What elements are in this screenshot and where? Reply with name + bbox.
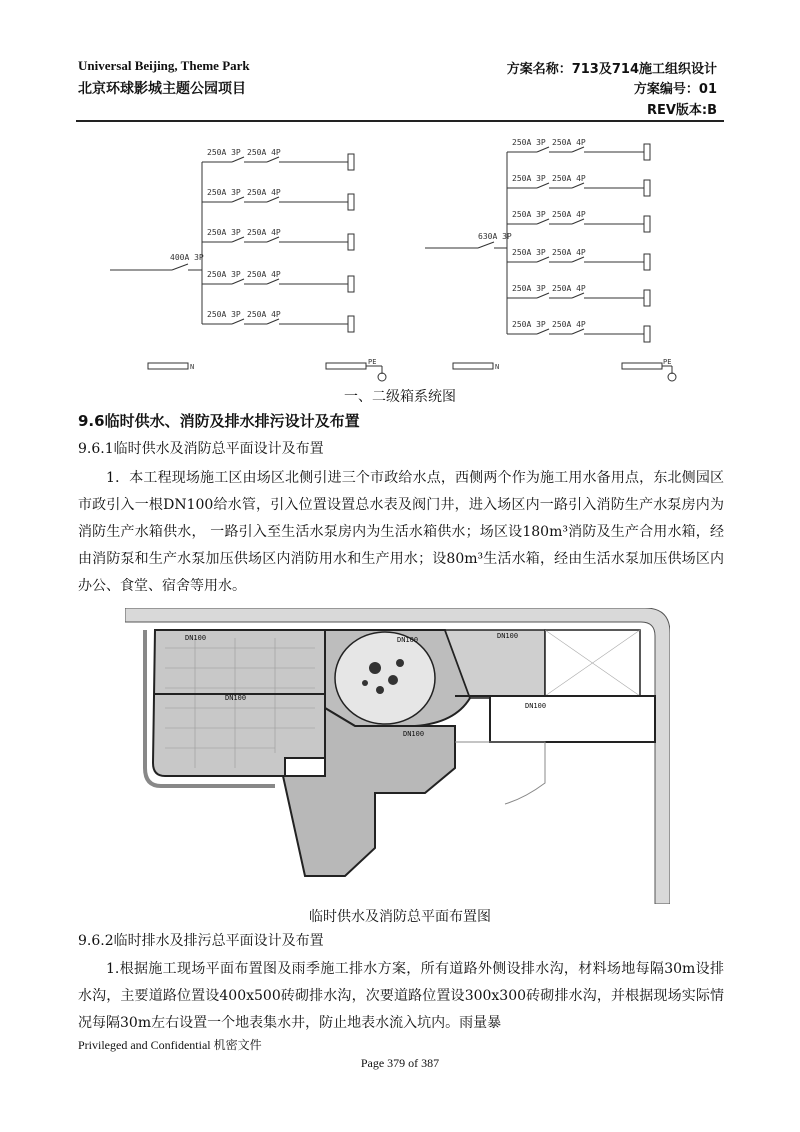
branch-circuit — [202, 270, 354, 292]
branch-breaker-4p-label: 250A 4P — [552, 284, 586, 293]
header-project-chinese: 北京环球影城主题公园项目 — [78, 81, 246, 97]
paragraph-drainage: 1.根据施工现场平面布置图及雨季施工排水方案，所有道路外侧设排水沟，材料场地每隔30m设排水沟，主要道路位置设400x500砖砌排水沟，次要道路位置设300x300砖砌排水沟，并根据现场实际情况每隔30m左右设置一个地表集水井，防止地表水流入坑内。雨量暴 — [78, 961, 724, 1031]
branch-breaker-4p-label: 250A 4P — [552, 174, 586, 183]
branch-circuit — [507, 284, 650, 306]
branch-breaker-4p-label: 250A 4P — [247, 148, 281, 157]
paragraph-water-supply: 1．本工程现场施工区由场区北侧引进三个市政给水点，西侧两个作为施工用水备用点，东北侧园区市政引入一根DN100给水管，引入位置设置总水表及阀门井，进入场区内一路引入消防生产水泵房内为消防生产水箱供水， 一路引入至生活水泵房内为生活水箱供水；场区设180m³消防及生产合用水箱，经由消防泵和生产水泵加压供场区内消防用水和生产用水；设80m³生活水箱，经由生活水泵加压供场区内办公、食堂、宿舍等用水。 — [78, 470, 724, 594]
branch-breaker-3p-label: 250A 3P — [207, 148, 241, 157]
branch-circuit — [507, 138, 650, 160]
branch-breaker-4p-label: 250A 4P — [552, 210, 586, 219]
header-revision: REV版本:B — [646, 103, 717, 118]
branch-breaker-3p-label: 250A 3P — [207, 188, 241, 197]
branch-breaker-4p-label: 250A 4P — [247, 310, 281, 319]
branch-breaker-3p-label: 250A 3P — [512, 320, 546, 329]
branch-circuit — [202, 310, 354, 332]
pipe-size-label: DN100 — [403, 730, 425, 738]
bus-n-label: N — [495, 363, 500, 371]
branch-circuit — [507, 320, 650, 342]
bus-pe-label: PE — [663, 358, 672, 366]
header-project-english: Universal Beijing, Theme Park — [78, 58, 250, 73]
branch-circuit — [507, 248, 650, 270]
site-plan-caption: 临时供水及消防总平面布置图 — [309, 909, 491, 925]
branch-breaker-3p-label: 250A 3P — [207, 228, 241, 237]
site-plan-drawing — [125, 608, 670, 904]
branch-breaker-4p-label: 250A 4P — [247, 188, 281, 197]
header-plan-name: 方案名称：713及714施工组织设计 — [506, 62, 717, 77]
section-heading-9-6: 9.6临时供水、消防及排水排污设计及布置 — [78, 412, 360, 430]
diagram-caption: 一、二级箱系统图 — [344, 389, 456, 405]
pipe-size-label: DN100 — [185, 634, 207, 642]
pipe-size-label: DN100 — [397, 636, 419, 644]
branch-breaker-3p-label: 250A 3P — [512, 210, 546, 219]
header-rule — [76, 120, 724, 122]
footer-confidential: Privileged and Confidential 机密文件 — [78, 1038, 262, 1052]
right-main-breaker-label: 630A 3P — [478, 232, 512, 241]
pipe-size-label: DN100 — [497, 632, 519, 640]
branch-breaker-4p-label: 250A 4P — [247, 228, 281, 237]
branch-breaker-3p-label: 250A 3P — [512, 174, 546, 183]
left-main-breaker-label: 400A 3P — [170, 253, 204, 262]
pipe-size-label: DN100 — [525, 702, 547, 710]
subsection-heading-9-6-1: 9.6.1临时供水及消防总平面设计及布置 — [78, 441, 324, 457]
branch-circuit — [202, 188, 354, 210]
footer-page-number: Page 379 of 387 — [360, 1056, 440, 1070]
branch-breaker-3p-label: 250A 3P — [512, 248, 546, 257]
subsection-heading-9-6-2: 9.6.2临时排水及排污总平面设计及布置 — [78, 933, 324, 949]
branch-breaker-3p-label: 250A 3P — [512, 284, 546, 293]
branch-breaker-4p-label: 250A 4P — [552, 248, 586, 257]
bus-pe-label: PE — [368, 358, 377, 366]
bus-n-label: N — [190, 363, 195, 371]
distribution-box-system-diagram — [100, 138, 700, 388]
branch-breaker-3p-label: 250A 3P — [207, 310, 241, 319]
branch-breaker-3p-label: 250A 3P — [207, 270, 241, 279]
branch-circuit — [507, 174, 650, 196]
pipe-size-label: DN100 — [225, 694, 247, 702]
branch-circuit — [202, 228, 354, 250]
branch-breaker-4p-label: 250A 4P — [552, 138, 586, 147]
branch-breaker-4p-label: 250A 4P — [552, 320, 586, 329]
branch-breaker-4p-label: 250A 4P — [247, 270, 281, 279]
branch-breaker-3p-label: 250A 3P — [512, 138, 546, 147]
branch-circuit — [507, 210, 650, 232]
header-plan-number: 方案编号：01 — [633, 82, 717, 97]
branch-circuit — [202, 148, 354, 170]
